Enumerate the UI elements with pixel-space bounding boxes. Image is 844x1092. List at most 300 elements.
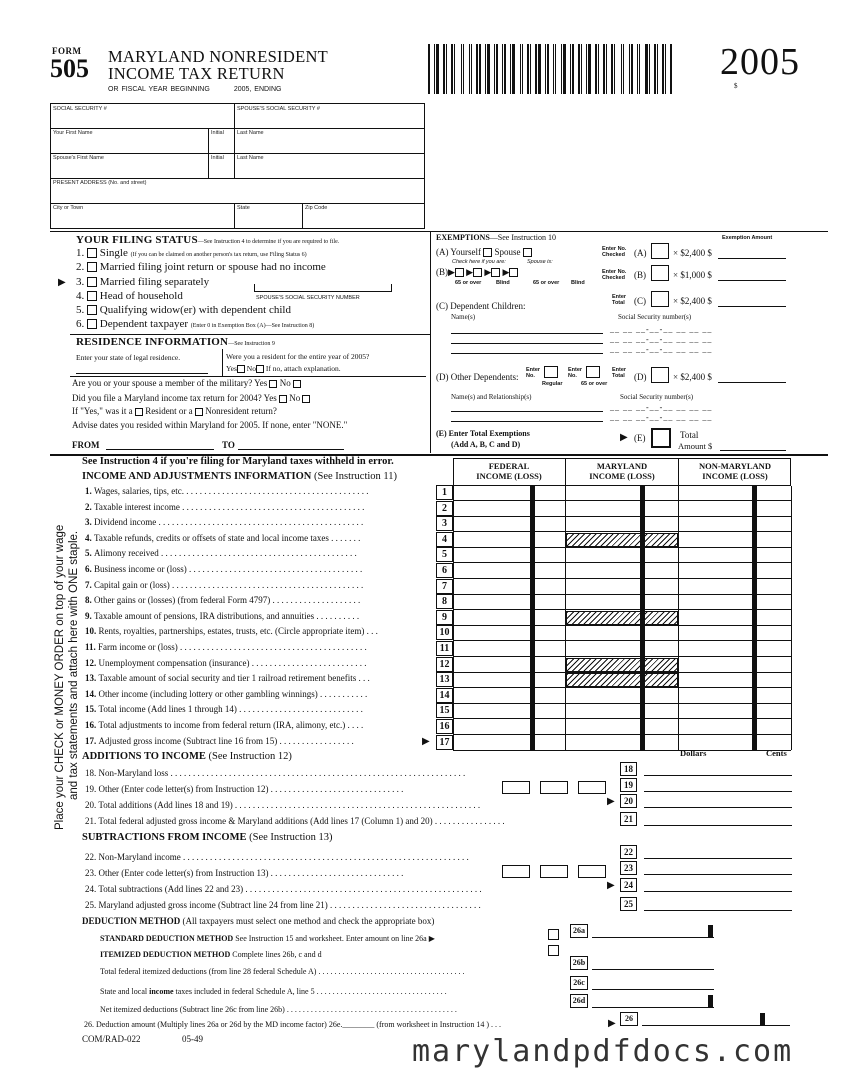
line-box-19: 19 [620, 778, 637, 792]
maryland-input-line-6[interactable] [567, 563, 677, 578]
income-note: (See Instruction 11) [314, 471, 398, 482]
dependent-name-line[interactable] [451, 343, 603, 344]
income-line-number: 5. [85, 548, 94, 559]
checkbox-single[interactable] [87, 248, 97, 258]
barcode-bar [550, 44, 552, 94]
barcode-bar [496, 44, 498, 94]
federal-head-1: FEDERAL [488, 461, 530, 471]
spouse-is-label: Spouse is: [527, 259, 553, 265]
arrow-icon: ▶ [466, 267, 474, 277]
amount-input-20[interactable] [644, 807, 792, 808]
barcode-bar [598, 44, 599, 94]
barcode-bar [600, 44, 602, 94]
barcode-bar [428, 44, 430, 94]
income-row-rule [453, 750, 791, 751]
federal-head-2: INCOME (LOSS) [476, 471, 542, 481]
dependent-ssn-line[interactable]: __ __ __-__-__ __ __ __ [610, 403, 713, 412]
income-line-label: Total income (Add lines 1 through 14) . . . . . . . . . . . . . . . . . . . . . . . . . . . . [98, 704, 363, 715]
names-label: Name(s) [451, 313, 476, 321]
federal-input-line-2[interactable] [454, 501, 564, 516]
line19-code-1[interactable] [502, 781, 530, 794]
itemized-deduction-row [100, 950, 322, 959]
checkbox-joint[interactable] [87, 262, 97, 272]
amount-input-26d[interactable] [592, 1007, 714, 1008]
maryland-input-line-2[interactable] [567, 501, 677, 516]
maryland-input-line-8[interactable] [567, 594, 677, 609]
income-line-label: Wages, salaries, tips, etc. . . . . . . . . . . . . . . . . . . . . . . . . . . . . . . . . . . . . . . . . . [94, 486, 369, 496]
federal-input-line-13[interactable] [454, 672, 564, 687]
filing-num-4: 4. [76, 290, 85, 302]
form-title-line2: INCOME TAX RETURN [108, 64, 285, 83]
staple-instruction-line1: Place your CHECK or MONEY ORDER on top of your wage [54, 524, 66, 830]
barcode-bar [667, 44, 669, 94]
barcode-bar [670, 44, 672, 94]
income-line-11 [85, 642, 435, 652]
spouse-ssn-field[interactable]: SPOUSE'S SOCIAL SECURITY # [237, 106, 320, 112]
federal-input-line-9[interactable] [454, 610, 564, 625]
income-line-box: 4 [436, 532, 453, 547]
checkbox-widow[interactable] [87, 305, 97, 315]
barcode-bar [465, 44, 468, 94]
you-65-label: 65 or over [455, 280, 482, 286]
zip-field[interactable]: Zip Code [305, 205, 328, 211]
additions-heading [82, 751, 292, 762]
income-line-number: 3. [85, 517, 94, 528]
barcode-bar [443, 44, 445, 94]
if-yes-label: If "Yes," was it a [72, 406, 133, 416]
amount-input-26a[interactable] [592, 937, 714, 938]
maryland-head-1: MARYLAND [596, 461, 648, 471]
amount-a-label: × $2,400 $ [673, 248, 712, 258]
state-field[interactable]: State [237, 205, 250, 211]
deduction-note: (All taxpayers must select one method and check the appropriate box) [182, 916, 435, 926]
income-line-14 [85, 689, 435, 699]
amount-input-22[interactable] [644, 858, 792, 859]
income-line-box: 12 [436, 657, 453, 672]
initial-field[interactable]: Initial [211, 130, 224, 136]
residence-note: —See Instruction 9 [228, 341, 275, 347]
barcode-bar [479, 44, 481, 94]
military-no-checkbox[interactable] [293, 380, 301, 388]
barcode-bar [471, 44, 472, 94]
amount-a-input[interactable] [718, 258, 786, 259]
itemized-method-note: Complete lines 26b, c and d [232, 950, 322, 959]
amount-input-26c[interactable] [592, 989, 714, 990]
barcode-bar [570, 44, 571, 94]
resident-return-checkbox[interactable] [135, 408, 143, 416]
line-21: 21. Total federal adjusted gross income & Maryland additions (Add lines 17 (Column 1) and 20) . . . . . . . . . . . . . . . . [85, 816, 505, 826]
barcode-bar [434, 44, 435, 94]
over65-count-input[interactable] [586, 366, 600, 378]
income-line-number: 1. [85, 486, 94, 496]
filing-status-heading [76, 234, 339, 246]
dollar-sign: $ [734, 82, 738, 90]
dependent-name-line[interactable] [451, 411, 603, 412]
box-b-input[interactable] [651, 265, 669, 281]
filing-status-6[interactable] [76, 318, 314, 333]
income-line-label: Adjusted gross income (Subtract line 16 from 15) . . . . . . . . . . . . . . . . . [98, 735, 354, 746]
dependent-name-line[interactable] [451, 421, 603, 422]
military-yes-checkbox[interactable] [269, 380, 277, 388]
barcode-bar [504, 44, 506, 94]
barcode-bar [510, 44, 511, 94]
nonmaryland-head-2: INCOME (LOSS) [702, 471, 768, 481]
arrow-icon: ▶ [607, 880, 615, 891]
arrow-icon: ▶ [448, 267, 455, 277]
prior-no-checkbox[interactable] [302, 395, 310, 403]
spouse-ssn-input[interactable] [254, 284, 392, 292]
income-line-box: 7 [436, 579, 453, 594]
income-line-box: 6 [436, 563, 453, 578]
line-18: 18. Non-Maryland loss . . . . . . . . . . . . . . . . . . . . . . . . . . . . . . . . . . . . . . . . . . . . . . . . . . . . . . . . . . . . . . . . . . [85, 768, 466, 778]
military-yes-label: Yes [254, 378, 268, 388]
standard-deduction-row [100, 934, 435, 943]
barcode-bar [563, 44, 566, 94]
filing-num-6: 6. [76, 318, 85, 330]
last-name-field[interactable]: Last Name [237, 130, 264, 136]
filing-status-note: —See Instruction 4 to determine if you are required to file. [197, 239, 340, 245]
filing-num-1: 1. [76, 247, 85, 259]
nonmaryland-input-line-8[interactable] [680, 594, 790, 609]
box-c-input[interactable] [651, 291, 669, 307]
barcode-bar [454, 44, 455, 94]
federal-input-line-17[interactable] [454, 735, 564, 750]
maryland-input-line-3[interactable] [567, 516, 677, 531]
amount-d-input[interactable] [718, 382, 786, 383]
dependent-name-line[interactable] [451, 353, 603, 354]
barcode-bar [572, 44, 574, 94]
resident-return-label: Resident or a [145, 406, 193, 416]
federal-input-line-11[interactable] [454, 641, 564, 656]
income-column-rule [453, 486, 454, 750]
nonmaryland-input-line-2[interactable] [680, 501, 790, 516]
maryland-head-2: INCOME (LOSS) [589, 471, 655, 481]
income-line-16 [85, 720, 435, 730]
federal-input-line-10[interactable] [454, 625, 564, 640]
barcode-bar [662, 44, 664, 94]
resident-yes-checkbox[interactable] [237, 365, 245, 373]
income-column-rule [791, 486, 792, 750]
income-line-4 [85, 533, 435, 543]
federal-input-line-15[interactable] [454, 703, 564, 718]
spouse-last-name-field[interactable]: Last Name [237, 155, 264, 161]
barcode-bar [659, 44, 661, 94]
federal-input-line-4[interactable] [454, 532, 564, 547]
income-line-label: Rents, royalties, partnerships, estates, trusts, etc. (Circle appropriate item) . . . [98, 626, 378, 637]
barcode-bar [522, 44, 523, 94]
income-line-label: Total adjustments to income from federal return (IRA, alimony, etc.) . . . . [98, 720, 364, 730]
dependent-ssn-line[interactable]: __ __ __-__-__ __ __ __ [610, 325, 713, 334]
federal-input-line-16[interactable] [454, 719, 564, 734]
nonmaryland-input-line-4[interactable] [680, 532, 790, 547]
amount-input-25[interactable] [644, 910, 792, 911]
nonmaryland-input-line-15[interactable] [680, 703, 790, 718]
amount-input-19[interactable] [644, 791, 792, 792]
income-line-number: 8. [85, 595, 94, 606]
dependent-name-line[interactable] [451, 333, 603, 334]
ssn-label: Social Security number(s) [618, 313, 692, 321]
federal-input-line-7[interactable] [454, 579, 564, 594]
income-line-label: Other income (including lottery or other gambling winnings) . . . . . . . . . . . [98, 688, 368, 699]
barcode-bar [527, 44, 529, 94]
checkbox-dependent[interactable] [87, 319, 97, 329]
exemption-b-row [436, 267, 518, 278]
prior-no-label: No [289, 393, 301, 403]
city-field[interactable]: City or Town [53, 205, 84, 211]
line-box-21: 21 [620, 812, 637, 826]
federal-input-line-1[interactable] [454, 485, 564, 500]
barcode-bar [512, 44, 515, 94]
line23-code-1[interactable] [502, 865, 530, 878]
barcode-bar [614, 44, 615, 94]
line-24: 24. Total subtractions (Add lines 22 and 23) . . . . . . . . . . . . . . . . . . . . . . . . . . . . . . . . . . . . . . . . . . . . . . . . . . . . . [85, 884, 482, 894]
income-line-number: 14. [85, 688, 99, 699]
box-a-input[interactable] [651, 243, 669, 259]
barcode-bar [639, 44, 640, 94]
line-box-26b: 26b [570, 956, 588, 970]
dependent-ssn-line[interactable]: __ __ __-__-__ __ __ __ [610, 335, 713, 344]
nonmaryland-input-line-10[interactable] [680, 625, 790, 640]
filing-joint-label: Married filing joint return or spouse had no income [99, 261, 326, 273]
barcode-bar [616, 44, 620, 94]
total-exemptions-sub: (Add A, B, C and D) [451, 440, 521, 449]
form-title-line1: MARYLAND NONRESIDENT [108, 47, 329, 66]
income-line-7 [85, 580, 435, 590]
line-19: 19. Other (Enter code letter(s) from Instruction 12) . . . . . . . . . . . . . . . . . . . . . . . . . . . . . . [85, 784, 404, 794]
income-line-13 [85, 673, 435, 683]
prior-return-label: Did you file a Maryland income tax return for 2004? [72, 393, 262, 403]
from-label: FROM [72, 440, 100, 450]
to-input[interactable] [238, 449, 344, 450]
income-column-rule [530, 486, 535, 750]
spouse-initial-field[interactable]: Initial [211, 155, 224, 161]
income-line-15 [85, 704, 435, 714]
maryland-input-line-17[interactable] [567, 735, 677, 750]
income-line-box: 17 [436, 735, 453, 750]
line-box-18: 18 [620, 762, 637, 776]
line19-code-3[interactable] [578, 781, 606, 794]
form-revision: 05-49 [182, 1034, 203, 1044]
nonmaryland-input-line-9[interactable] [680, 610, 790, 625]
amount-input-26b[interactable] [592, 969, 714, 970]
line-box-23: 23 [620, 861, 637, 875]
amount-input-24[interactable] [644, 891, 792, 892]
maryland-input-line-10[interactable] [567, 625, 677, 640]
nonmaryland-input-line-1[interactable] [680, 485, 790, 500]
income-line-10 [85, 626, 435, 636]
dollars-head: Dollars [680, 748, 707, 758]
income-line-number: 11. [85, 642, 99, 652]
nonmaryland-input-line-16[interactable] [680, 719, 790, 734]
standard-method-checkbox[interactable] [548, 929, 559, 940]
box-e-input[interactable] [651, 428, 671, 448]
income-line-5 [85, 548, 435, 558]
income-line-number: 12. [85, 657, 99, 668]
exemptions-title: EXEMPTIONS [436, 233, 490, 242]
filing-hoh-label: Head of household [99, 290, 183, 302]
itemized-method-checkbox[interactable] [548, 945, 559, 956]
maryland-input-line-15[interactable] [567, 703, 677, 718]
enter-total-c: Enter Total [612, 294, 627, 306]
checkbox-head-household[interactable] [87, 291, 97, 301]
federal-input-line-8[interactable] [454, 594, 564, 609]
filing-status-1[interactable] [76, 247, 307, 262]
total-amount-label: Amount $ [678, 441, 713, 451]
line19-code-2[interactable] [540, 781, 568, 794]
income-line-box: 8 [436, 594, 453, 609]
income-heading [82, 471, 397, 482]
maryland-input-line-7[interactable] [567, 579, 677, 594]
you-blind-checkbox[interactable] [473, 268, 482, 277]
spouse-blind-checkbox[interactable] [509, 268, 518, 277]
first-name-field[interactable]: Your First Name [53, 130, 93, 136]
spouse-65-checkbox[interactable] [491, 268, 500, 277]
barcode-bar [451, 44, 453, 94]
barcode-bar [657, 44, 658, 94]
line23-code-3[interactable] [578, 865, 606, 878]
nonmaryland-input-line-5[interactable] [680, 547, 790, 562]
box-d-input[interactable] [651, 367, 669, 383]
line-box-20: 20 [620, 794, 637, 808]
resident-no-checkbox[interactable] [256, 365, 264, 373]
barcode-bar [561, 44, 562, 94]
maryland-input-line-14[interactable] [567, 688, 677, 703]
line-26c-income: income [149, 987, 174, 996]
maryland-input-line-1[interactable] [567, 485, 677, 500]
check-here-label: Check here if you are: [452, 259, 506, 265]
amount-d-label: × $2,400 $ [673, 372, 712, 382]
barcode-bar [654, 44, 656, 94]
maryland-input-line-16[interactable] [567, 719, 677, 734]
nonmaryland-input-line-6[interactable] [680, 563, 790, 578]
line-26c-part1: State and local [100, 987, 150, 996]
barcode-bar [645, 44, 648, 94]
federal-input-line-5[interactable] [454, 547, 564, 562]
federal-input-line-14[interactable] [454, 688, 564, 703]
amount-input-26[interactable] [642, 1025, 790, 1026]
filing-status-2[interactable] [76, 261, 326, 274]
barcode-bar [463, 44, 464, 94]
form-code: COM/RAD-022 [82, 1034, 141, 1044]
barcode-bar [634, 44, 636, 94]
attach-explanation: If no, attach explanation. [265, 364, 341, 373]
barcode-bar [431, 44, 433, 94]
line-25: 25. Maryland adjusted gross income (Subtract line 24 from line 21) . . . . . . . . . . . . . . . . . . . . . . . . . . . . . . . . . . [85, 900, 481, 910]
filing-single-label: Single [99, 247, 128, 259]
filing-num-5: 5. [76, 304, 85, 316]
yourself-checkbox[interactable] [483, 248, 492, 257]
barcode-bar [530, 44, 531, 94]
income-line-label: Other gains or (losses) (from federal Form 4797) . . . . . . . . . . . . . . . . . . . . [94, 595, 361, 606]
nonmaryland-input-line-7[interactable] [680, 579, 790, 594]
barcode-bar [494, 44, 495, 94]
ssn-field[interactable]: SOCIAL SECURITY # [53, 106, 107, 112]
filing-status-4[interactable] [76, 290, 183, 303]
nonresident-return-checkbox[interactable] [195, 408, 203, 416]
fiscal-end-label: 2005, ENDING [233, 86, 282, 93]
nonmaryland-input-line-3[interactable] [680, 516, 790, 531]
income-column-rule [752, 486, 757, 750]
withheld-warning: See Instruction 4 if you're filing for Maryland taxes withheld in error. [82, 456, 394, 467]
residence-heading [76, 336, 275, 348]
federal-input-line-3[interactable] [454, 516, 564, 531]
filing-status-title: YOUR FILING STATUS [76, 234, 198, 246]
exemption-amount-head: Exemption Amount [722, 235, 773, 241]
dependent-ssn-line[interactable]: __ __ __-__-__ __ __ __ [610, 413, 713, 422]
from-input[interactable] [106, 449, 214, 450]
income-line-1 [85, 486, 435, 496]
arrow-icon: ▶ [502, 267, 510, 277]
maryland-input-line-5[interactable] [567, 547, 677, 562]
over65-dep-label: 65 or over [581, 381, 608, 387]
standard-method-label: STANDARD DEDUCTION METHOD [100, 934, 234, 943]
amount-input-23[interactable] [644, 874, 792, 875]
resident-question: Were you a resident for the entire year of 2005? [226, 352, 370, 361]
amount-b-label: × $1,000 $ [673, 270, 712, 280]
prior-yes-checkbox[interactable] [279, 395, 287, 403]
yourself-label: (A) Yourself [436, 247, 481, 257]
address-field[interactable]: PRESENT ADDRESS (No. and street) [53, 180, 147, 186]
maryland-input-line-11[interactable] [567, 641, 677, 656]
barcode-bar [507, 44, 509, 94]
filing-status-3[interactable] [76, 276, 209, 289]
you-65-checkbox[interactable] [455, 268, 464, 277]
box-a-label: (A) [634, 248, 647, 258]
income-line-number: 15. [85, 704, 99, 715]
amount-input-21[interactable] [644, 825, 792, 826]
amount-c-input[interactable] [718, 306, 786, 307]
checkbox-separate[interactable] [87, 277, 97, 287]
federal-input-line-12[interactable] [454, 657, 564, 672]
nonmaryland-input-line-14[interactable] [680, 688, 790, 703]
nonmaryland-input-line-12[interactable] [680, 657, 790, 672]
additions-note: (See Instruction 12) [208, 751, 292, 762]
filing-num-3: 3. [76, 276, 85, 288]
barcode-bar [485, 44, 486, 94]
spouse-first-name-field[interactable]: Spouse's First Name [53, 155, 104, 161]
box-c-label: (C) [634, 296, 646, 306]
resident-answer [226, 364, 341, 373]
income-line-label: Capital gain or (loss) . . . . . . . . . . . . . . . . . . . . . . . . . . . . . . . . . . . . . . . . . . . [94, 579, 364, 590]
state-residence-input[interactable] [76, 373, 208, 374]
income-line-label: Unemployment compensation (insurance) . . . . . . . . . . . . . . . . . . . . . . . . . . [98, 657, 367, 668]
federal-input-line-6[interactable] [454, 563, 564, 578]
nonmaryland-input-line-13[interactable] [680, 672, 790, 687]
arrow-icon: ▶ [607, 796, 615, 807]
amount-input-18[interactable] [644, 775, 792, 776]
nonmaryland-input-line-11[interactable] [680, 641, 790, 656]
income-line-3 [85, 517, 435, 527]
barcode-bar [603, 44, 605, 94]
barcode-bar [473, 44, 475, 94]
regular-count-input[interactable] [544, 366, 558, 378]
standard-method-note: See Instruction 15 and worksheet. Enter amount on line 26a [235, 934, 427, 943]
line-23: 23. Other (Enter code letter(s) from Instruction 13) . . . . . . . . . . . . . . . . . . . . . . . . . . . . . . [85, 868, 404, 878]
filing-status-5[interactable] [76, 304, 291, 317]
income-line-box: 15 [436, 703, 453, 718]
total-amount-input[interactable] [720, 450, 786, 451]
barcode-bar [535, 44, 537, 94]
spouse-label: Spouse [494, 247, 521, 257]
spouse-checkbox[interactable] [523, 248, 532, 257]
cents-divider [708, 925, 713, 938]
line23-code-2[interactable] [540, 865, 568, 878]
dependent-ssn-line[interactable]: __ __ __-__-__ __ __ __ [610, 345, 713, 354]
amount-b-input[interactable] [718, 280, 786, 281]
arrow-icon: ▶ [422, 735, 430, 747]
subtractions-note: (See Instruction 13) [249, 832, 333, 843]
spouse-ssn-caption: SPOUSE'S SOCIAL SECURITY NUMBER [256, 295, 360, 301]
